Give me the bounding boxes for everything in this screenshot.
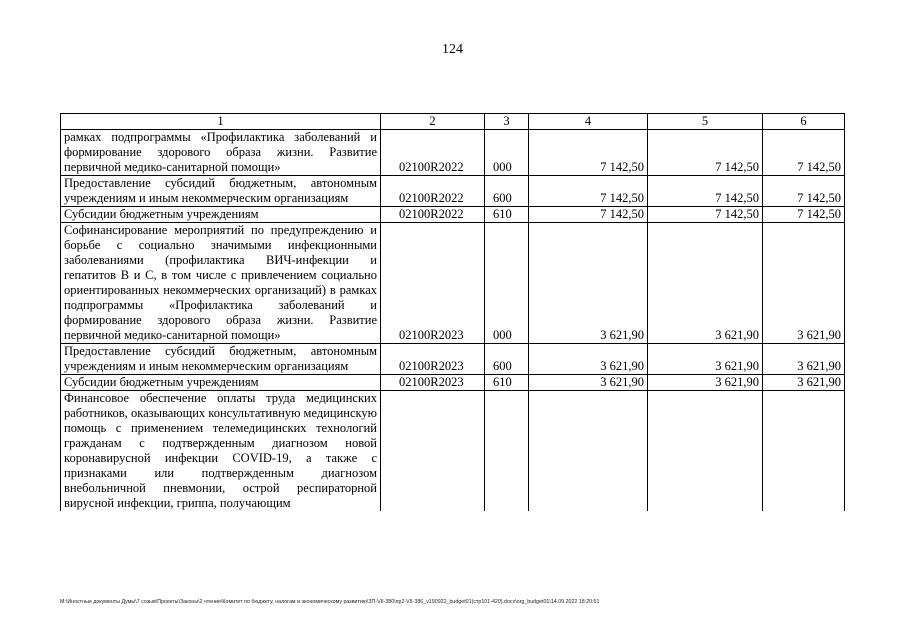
row-code: 02100R2023 (381, 223, 485, 344)
row-name: Финансовое обеспечение оплаты труда медицинских работников, оказывающих консультативную медицинскую помощь с применением телемедицинских технологий гражданам с подтвержденным диагнозом новой коронавирусной инфекции COVID-19, а также с признаками или подтвержденным диагнозом внебольничной пневмонии, острой респираторной вирусной инфекции, гриппа, получающим (61, 391, 381, 512)
row-code: 02100R2023 (381, 375, 485, 391)
row-expense-type: 610 (485, 207, 529, 223)
column-header: 1 (61, 114, 381, 130)
table-row (61, 223, 845, 344)
table-row (61, 130, 845, 176)
row-value-3 (763, 391, 845, 512)
table-row (61, 207, 845, 223)
table-row (61, 176, 845, 207)
row-value-2 (648, 391, 763, 512)
table-row (61, 375, 845, 391)
row-value-2: 7 142,50 (648, 207, 763, 223)
row-expense-type (485, 391, 529, 512)
row-value-1: 7 142,50 (529, 176, 648, 207)
row-name: Субсидии бюджетным учреждениям (61, 375, 381, 391)
table-row (61, 391, 845, 512)
row-expense-type: 000 (485, 223, 529, 344)
row-code: 02100R2022 (381, 207, 485, 223)
column-header: 4 (529, 114, 648, 130)
row-value-2: 3 621,90 (648, 375, 763, 391)
row-value-1: 7 142,50 (529, 130, 648, 176)
row-value-3: 3 621,90 (763, 223, 845, 344)
row-value-2: 3 621,90 (648, 223, 763, 344)
table-row (61, 344, 845, 375)
row-value-1: 7 142,50 (529, 207, 648, 223)
row-value-3: 3 621,90 (763, 375, 845, 391)
row-code: 02100R2022 (381, 176, 485, 207)
row-name: Предоставление субсидий бюджетным, автономным учреждениям и иным некоммерческим организациям (61, 344, 381, 375)
page-number: 124 (442, 42, 463, 57)
column-header: 2 (381, 114, 485, 130)
row-name: Софинансирование мероприятий по предупреждению и борьбе с социально значимыми инфекционными заболеваниями (профилактика ВИЧ-инфекции и гепатитов В и С, в том числе с привлечением социально ориентированных некоммерческих организаций) в рамках подпрограммы «Профилактика заболеваний и формирование здорового образа жизни. Развитие первичной медико-санитарной помощи» (61, 223, 381, 344)
column-header: 3 (485, 114, 529, 130)
row-value-3: 7 142,50 (763, 176, 845, 207)
row-value-3: 3 621,90 (763, 344, 845, 375)
row-value-2: 7 142,50 (648, 130, 763, 176)
row-code: 02100R2023 (381, 344, 485, 375)
row-value-1: 3 621,90 (529, 344, 648, 375)
column-header: 6 (763, 114, 845, 130)
row-expense-type: 610 (485, 375, 529, 391)
table-header-row (61, 114, 845, 130)
row-value-3: 7 142,50 (763, 130, 845, 176)
row-code: 02100R2022 (381, 130, 485, 176)
row-name: Предоставление субсидий бюджетным, автономным учреждениям и иным некоммерческим организациям (61, 176, 381, 207)
budget-table (60, 113, 845, 511)
row-code (381, 391, 485, 512)
row-value-1: 3 621,90 (529, 375, 648, 391)
column-header: 5 (648, 114, 763, 130)
row-value-1: 3 621,90 (529, 223, 648, 344)
row-value-2: 7 142,50 (648, 176, 763, 207)
row-name: Субсидии бюджетным учреждениям (61, 207, 381, 223)
row-expense-type: 000 (485, 130, 529, 176)
row-value-3: 7 142,50 (763, 207, 845, 223)
row-value-2: 3 621,90 (648, 344, 763, 375)
row-name: рамках подпрограммы «Профилактика заболеваний и формирование здорового образа жизни. Развитие первичной медико-санитарной помощи» (61, 130, 381, 176)
row-expense-type: 600 (485, 176, 529, 207)
row-expense-type: 600 (485, 344, 529, 375)
row-value-1 (529, 391, 648, 512)
document-path-footer: M:\Иностные документы Думы\7 созыв\Проекты\Законы\2 чтение\Комитет по бюджету, налогам и экономическому развитию\ЗП-VII-380\пр2-VII-386_v190922_budget01(стр101-420).docx\org_budget01\14.09.2022 18:20:51 (60, 599, 600, 605)
